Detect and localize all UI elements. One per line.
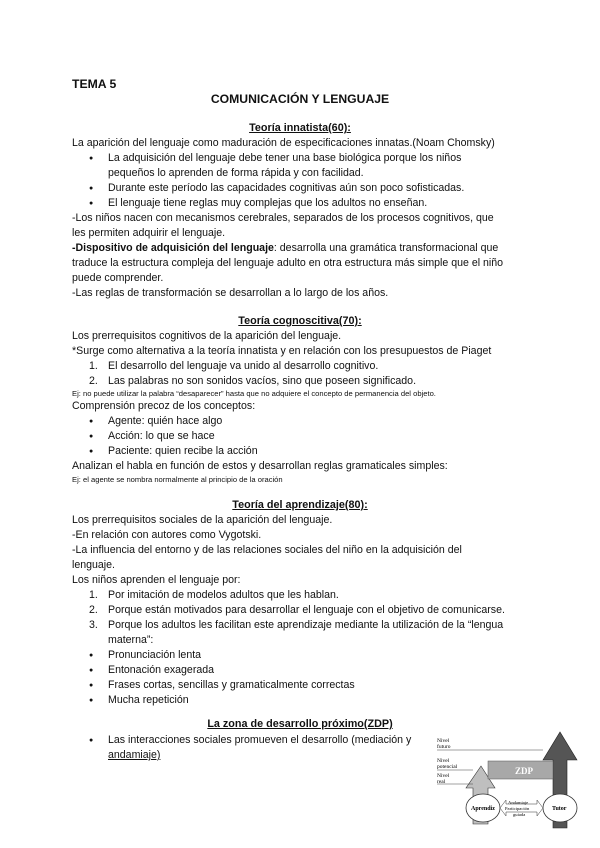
paragraph: -En relación con autores como Vygotski. — [72, 529, 262, 541]
nivel-potencial-label-1: Nivel — [437, 758, 450, 764]
zdp-diagram — [433, 728, 593, 830]
list-item: ● La adquisición del lenguaje debe tener una base biológica porque los niños — [108, 151, 461, 166]
section-heading-zdp: La zona de desarrollo próximo(ZDP) — [207, 718, 393, 730]
paragraph: Los niños aprenden el lenguaje por: — [72, 574, 241, 586]
paragraph: *Surge como alternativa a la teoría innatista y en relación con los presupuestos de Piaget — [72, 345, 492, 357]
example-note: Ej: el agente se nombra normalmente al principio de la oración — [72, 475, 283, 484]
item-number: 2. — [89, 604, 98, 616]
numbered-item-continuation: materna”: — [108, 634, 154, 646]
list-item-continuation: andamiaje) — [108, 749, 161, 761]
aprendiz-label: Aprendiz — [471, 806, 495, 812]
paragraph — [72, 241, 498, 256]
list-item: ● Agente: quién hace algo — [108, 414, 222, 429]
paragraph: La aparición del lenguaje como maduración de especificaciones innatas.(Noam Chomsky) — [72, 137, 495, 149]
paragraph: traduce la estructura compleja del lenguaje adulto en otra estructura más simple que el niño — [72, 257, 504, 269]
paragraph: lenguaje. — [72, 559, 116, 571]
paragraph: Analizan el habla en función de estos y desarrollan reglas gramaticales simples: — [72, 460, 448, 472]
item-number: 1. — [89, 360, 98, 372]
bold-term: -Dispositivo de adquisición del lenguaje — [72, 242, 274, 254]
paragraph: Los prerrequisitos cognitivos de la aparición del lenguaje. — [72, 330, 342, 342]
list-item: ● El lenguaje tiene reglas muy complejas que los adultos no enseñan. — [108, 196, 427, 211]
numbered-item — [89, 374, 417, 389]
item-number: 2. — [89, 375, 98, 387]
numbered-item — [89, 603, 505, 618]
numbered-item — [89, 588, 339, 603]
numbered-item — [89, 359, 379, 374]
item-text: Porque los adultos les facilitan este aprendizaje mediante la utilización de la “lengua — [108, 619, 504, 631]
paragraph: -Los niños nacen con mecanismos cerebrales, separados de los procesos cognitivos, que — [72, 212, 494, 224]
nivel-real-label-2: real — [437, 779, 446, 785]
item-number: 3. — [89, 619, 98, 631]
section-heading-cognoscitiva: Teoría cognoscitiva(70): — [238, 315, 362, 327]
paragraph: les permiten adquirir el lenguaje. — [72, 227, 226, 239]
paragraph: -Las reglas de transformación se desarrollan a lo largo de los años. — [72, 287, 389, 299]
section-heading-innatista: Teoría innatista(60): — [249, 122, 351, 134]
middle-label-2: Participación — [505, 806, 530, 811]
list-item: ● Pronunciación lenta — [108, 648, 201, 663]
tema-label: TEMA 5 — [72, 77, 117, 91]
item-text: Las palabras no son sonidos vacíos, sino que poseen significado. — [108, 375, 417, 387]
list-item: ● Frases cortas, sencillas y gramaticalmente correctas — [108, 678, 355, 693]
list-item: ● Paciente: quien recibe la acción — [108, 444, 258, 459]
list-item: ● Acción: lo que se hace — [108, 429, 215, 444]
paragraph: puede comprender. — [72, 272, 164, 284]
numbered-item — [89, 618, 504, 633]
list-item: ● Las interacciones sociales promueven el desarrollo (mediación y — [108, 733, 411, 748]
zdp-label: ZDP — [515, 766, 533, 776]
middle-label-1: Andamiaje — [508, 800, 529, 805]
paragraph: -La influencia del entorno y de las relaciones sociales del niño en la adquisición del — [72, 544, 462, 556]
nivel-futuro-label-1: Nivel — [437, 738, 450, 744]
item-text: Por imitación de modelos adultos que les hablan. — [108, 589, 339, 601]
item-text: El desarrollo del lenguaje va unido al desarrollo cognitivo. — [108, 360, 379, 372]
item-text: Porque están motivados para desarrollar el lenguaje con el objetivo de comunicarse. — [108, 604, 505, 616]
list-item: ● Mucha repetición — [108, 693, 189, 708]
list-item: ● Durante este período las capacidades cognitivas aún son poco sofisticadas. — [108, 181, 464, 196]
paragraph-text: : desarrolla una gramática transformacional que — [273, 242, 499, 254]
nivel-potencial-label-2: potencial — [437, 764, 458, 770]
example-note: Ej: no puede utilizar la palabra “desaparecer” hasta que no adquiere el concepto de permanencia del objeto. — [72, 389, 436, 398]
middle-label-3: guiada — [513, 812, 526, 817]
paragraph: Comprensión precoz de los conceptos: — [72, 400, 256, 412]
page-title: COMUNICACIÓN Y LENGUAJE — [210, 92, 390, 106]
paragraph: Los prerrequisitos sociales de la aparición del lenguaje. — [72, 514, 333, 526]
item-number: 1. — [89, 589, 98, 601]
list-item: ● Entonación exagerada — [108, 663, 214, 678]
nivel-futuro-label-2: futuro — [437, 744, 451, 750]
list-item-continuation: pequeños lo aprenden de forma rápida y con facilidad. — [108, 167, 364, 179]
section-heading-aprendizaje: Teoría del aprendizaje(80): — [232, 499, 368, 511]
nivel-real-label-1: Nivel — [437, 773, 450, 779]
tutor-label: Tutor — [552, 806, 567, 812]
